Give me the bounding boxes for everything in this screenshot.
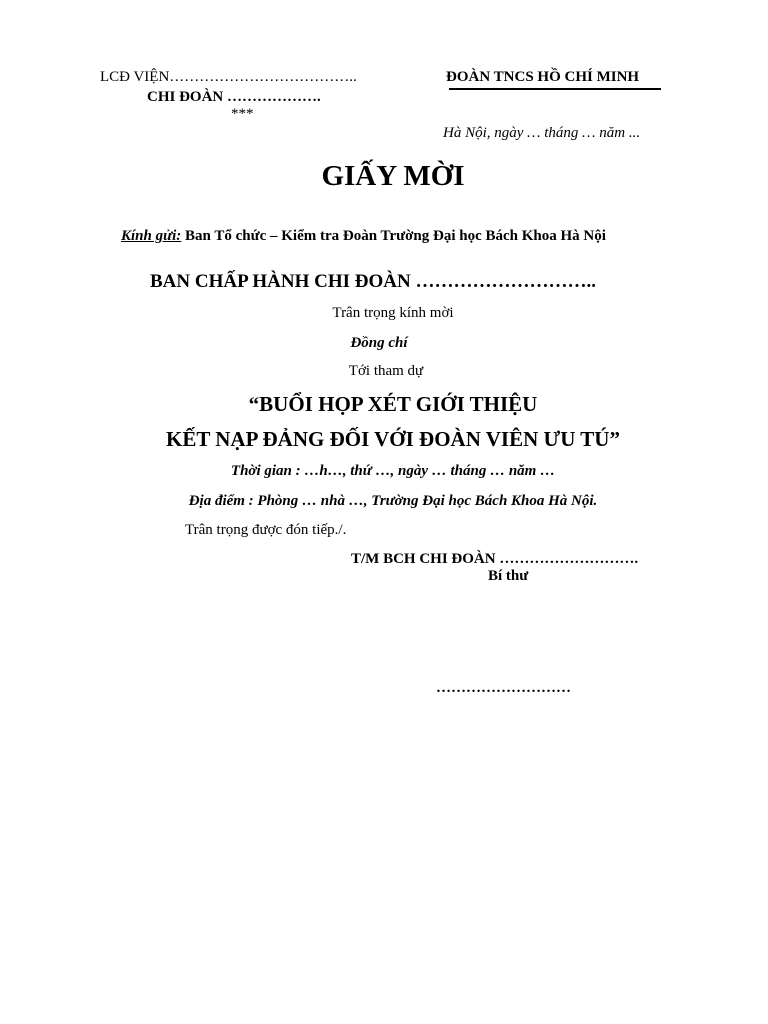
signature-name: ……………………… — [436, 680, 571, 696]
recipient-label: Kính gửi: — [121, 228, 182, 244]
invite-text: Trân trọng kính mời — [332, 305, 454, 321]
org-name-underline — [449, 88, 661, 90]
closing-text: Trân trọng được đón tiếp./. — [185, 522, 347, 538]
attend-text: Tới tham dự — [348, 363, 424, 379]
org-name: ĐOÀN TNCS HỒ CHÍ MINH — [446, 69, 640, 85]
signature-on-behalf: T/M BCH CHI ĐOÀN ………………………. — [351, 551, 639, 567]
institute-line: LCĐ VIỆN……………………………….. — [100, 69, 357, 85]
recipient-line — [121, 228, 606, 245]
event-title-line1: “BUỔI HỌP XÉT GIỚI THIỆU — [248, 392, 538, 416]
meeting-location: Địa điểm : Phòng … nhà …, Trường Đại học Bách Khoa Hà Nội. — [188, 493, 598, 509]
branch-line: CHI ĐOÀN ………………. — [147, 89, 321, 105]
document-title: GIẤY MỜI — [321, 160, 465, 192]
meeting-time: Thời gian : …h…, thứ …, ngày … tháng … năm … — [230, 463, 556, 479]
comrade-text: Đồng chí — [350, 335, 408, 351]
committee-heading: BAN CHẤP HÀNH CHI ĐOÀN ……………………….. — [150, 271, 596, 292]
recipient-text: Ban Tổ chức – Kiểm tra Đoàn Trường Đại học Bách Khoa Hà Nội — [181, 228, 606, 244]
header-stars: *** — [231, 106, 254, 122]
event-title-line2: KẾT NẠP ĐẢNG ĐỐI VỚI ĐOÀN VIÊN ƯU TÚ” — [166, 427, 620, 451]
place-date: Hà Nội, ngày … tháng … năm ... — [443, 125, 641, 141]
signature-role: Bí thư — [488, 568, 529, 584]
